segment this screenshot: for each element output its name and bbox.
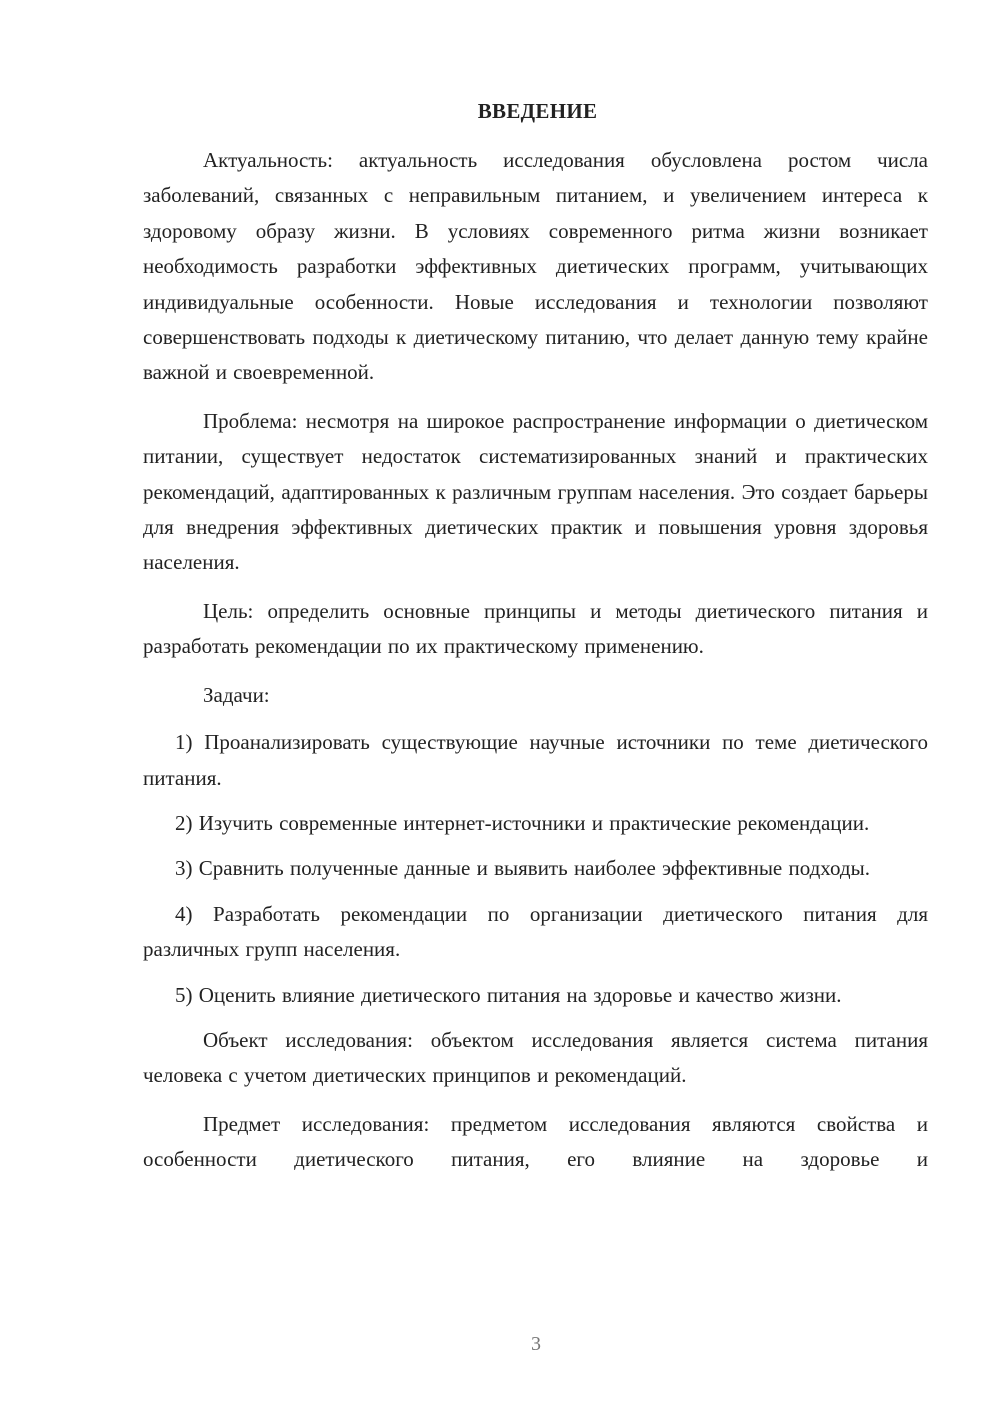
task-item-2: 2) Изучить современные интернет-источники и практические рекомендации. bbox=[175, 810, 870, 835]
task-item-3: 3) Сравнить полученные данные и выявить наиболее эффективные подходы. bbox=[175, 856, 870, 881]
document-page bbox=[143, 96, 928, 1191]
task-item-5: 5) Оценить влияние диетического питания на здоровье и качество жизни. bbox=[175, 982, 842, 1007]
paragraph-subject: Предмет исследования: предметом исследования являются свойства и особенности диетического питания, его влияние на здоровье и bbox=[143, 1111, 928, 1172]
paragraph-goal: Цель: определить основные принципы и методы диетического питания и разработать рекомендации по их практическому применению. bbox=[143, 598, 928, 659]
paragraph-object: Объект исследования: объектом исследования является система питания человека с учетом диетических принципов и рекомендаций. bbox=[143, 1027, 928, 1088]
task-item-4: 4) Разработать рекомендации по организации диетического питания для различных групп населения. bbox=[143, 901, 928, 962]
task-item-1: 1) Проанализировать существующие научные источники по теме диетического питания. bbox=[143, 730, 928, 790]
paragraph-problem: Проблема: несмотря на широкое распространение информации о диетическом питании, существует недостаток систематизированных знаний и практических рекомендаций, адаптированных к различным группам населения. Это создает барьеры для внедрения эффективных диетических практик и повышения уровня здоровья населения. bbox=[143, 408, 928, 575]
paragraph-relevance: Актуальность: актуальность исследования обусловлена ростом числа заболеваний, связанных с неправильным питанием, и увеличением интереса к здоровому образу жизни. В условиях современного ритма жизни возникает необходимость разработки эффективных диетических программ, учитывающих индивидуальные особенности. Новые исследования и технологии позволяют совершенствовать подходы к диетическому питанию, что делает данную тему крайне важной и своевременной. bbox=[143, 148, 928, 385]
section-heading: ВВЕДЕНИЕ bbox=[477, 99, 598, 123]
paragraph-tasks-label: Задачи: bbox=[203, 682, 270, 707]
page-number: 3 bbox=[531, 1333, 541, 1355]
